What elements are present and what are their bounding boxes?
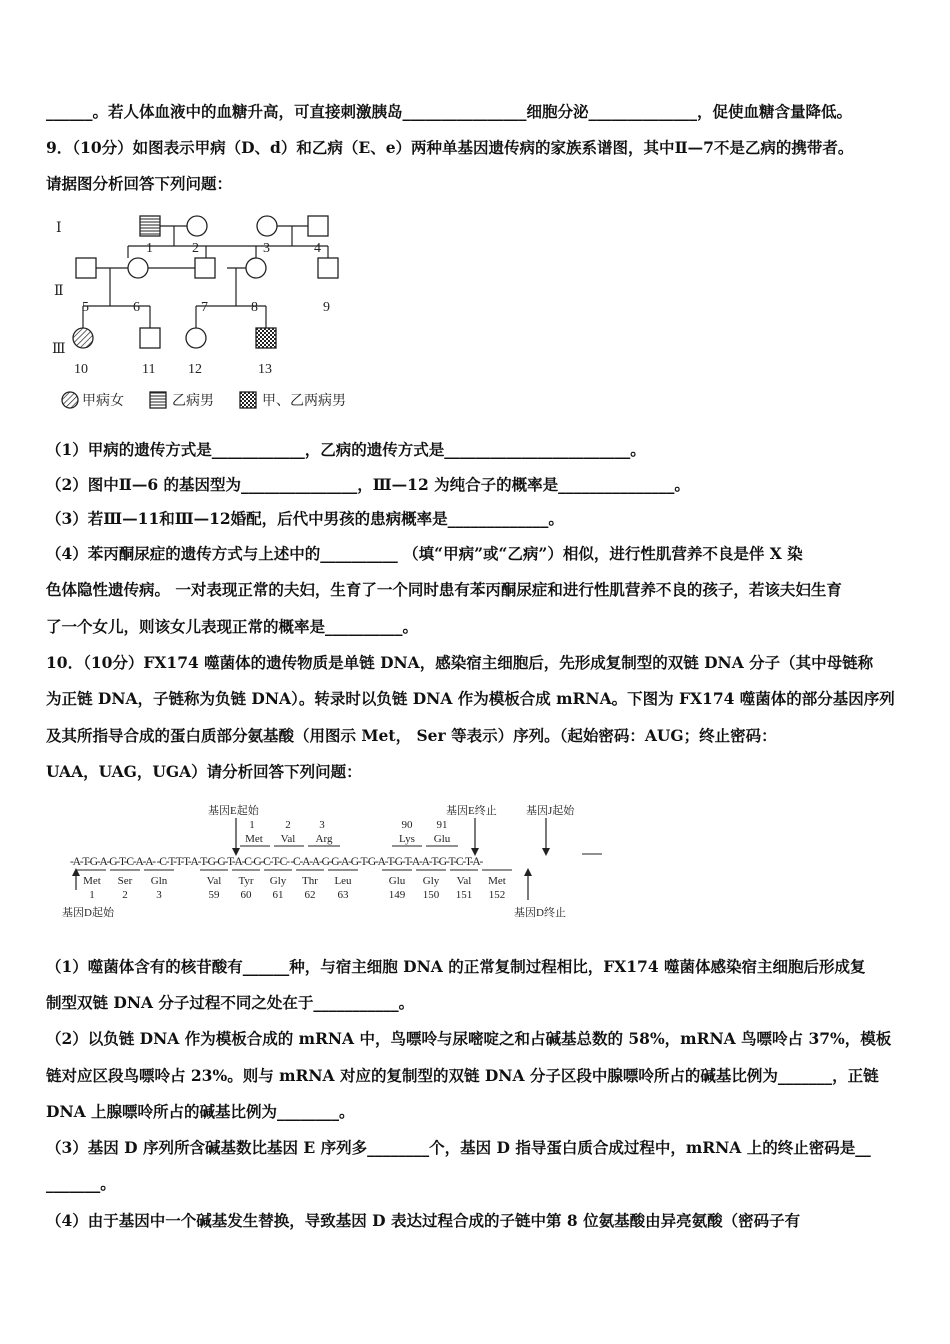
pedigree-num-12: 12 bbox=[188, 362, 202, 377]
top-aa-2: Val bbox=[280, 833, 296, 845]
bottom-aa-150: Gly bbox=[422, 875, 440, 887]
q10-stem-line2: 为正链 DNA，子链称为负链 DNA）。转录时以负链 DNA 作为模板合成 mRNA。下图为 FX174 噬菌体的部分基因序列 bbox=[46, 689, 895, 708]
bottom-aa-num-3: 3 bbox=[156, 889, 162, 901]
bottom-aa-149: Glu bbox=[388, 875, 406, 887]
top-aa-num-2: 2 bbox=[285, 819, 291, 831]
bottom-aa-num-152: 152 bbox=[488, 889, 506, 901]
label-geneD-end: 基因D终止 bbox=[514, 907, 566, 919]
bottom-aa-num-60: 60 bbox=[240, 889, 252, 901]
pedigree-III13-affected-male bbox=[256, 328, 276, 348]
q10-sub1-line2: 制型双链 DNA 分子过程不同之处在于___________。 bbox=[46, 993, 415, 1012]
q9-sub4-line1: （4）苯丙酮尿症的遗传方式与上述中的__________ （填“甲病”或“乙病”）相似，进行性肌营养不良是伴 X 染 bbox=[46, 544, 803, 563]
legend-label-a: 甲病女 bbox=[82, 394, 124, 409]
legend-symbol-a bbox=[62, 392, 78, 408]
bottom-aa-63: Leu bbox=[334, 875, 352, 887]
pedigree-III11-male bbox=[140, 328, 160, 348]
pedigree-num-7: 7 bbox=[201, 300, 208, 315]
pedigree-num-5: 5 bbox=[82, 300, 89, 315]
q10-stem-line3: 及其所指导合成的蛋白质部分氨基酸（用图示 Met， Ser 等表示）序列。（起始密码：AUG；终止密码： bbox=[46, 726, 777, 745]
top-aa-91: Glu bbox=[433, 833, 451, 845]
pedigree-I4-male bbox=[308, 216, 328, 236]
pedigree-num-1: 1 bbox=[146, 241, 153, 256]
q10-sub2-line3: DNA 上腺嘌呤所占的碱基比例为________。 bbox=[46, 1102, 355, 1121]
legend-label-c: 甲、乙两病男 bbox=[262, 394, 346, 409]
bottom-aa-num-149: 149 bbox=[388, 889, 406, 901]
pedigree-num-8: 8 bbox=[251, 300, 258, 315]
pedigree-num-6: 6 bbox=[133, 300, 140, 315]
q10-sub2-line2: 链对应区段鸟嘌呤占 23%。则与 mRNA 对应的复制型的双链 DNA 分子区段中腺嘌呤所占的碱基比例为_______，正链 bbox=[46, 1066, 879, 1085]
pedigree-num-3: 3 bbox=[263, 241, 270, 256]
bottom-aa-num-2: 2 bbox=[122, 889, 128, 901]
q9-sub4-line2: 色体隐性遗传病。 一对表现正常的夫妇，生育了一个同时患有苯丙酮尿症和进行性肌营养不良的孩子，若该夫妇生育 bbox=[46, 580, 842, 599]
bottom-aa-num-61: 61 bbox=[272, 889, 284, 901]
top-aa-num-1: 1 bbox=[249, 819, 255, 831]
top-aa-num-3: 3 bbox=[319, 819, 325, 831]
bottom-aa-2: Ser bbox=[117, 875, 133, 887]
q10-sub1-line1: （1）噬菌体含有的核苷酸有______种，与宿主细胞 DNA 的正常复制过程相比，FX174 噬菌体感染宿主细胞后形成复 bbox=[46, 957, 866, 976]
gen-label-III: Ⅲ bbox=[52, 342, 66, 357]
bottom-aa-num-150: 150 bbox=[422, 889, 440, 901]
pedigree-I2-female bbox=[187, 216, 207, 236]
q9-sub1: （1）甲病的遗传方式是____________，乙病的遗传方式是________________________。 bbox=[46, 440, 646, 459]
q10-sub3-line2: _______。 bbox=[46, 1174, 116, 1193]
label-geneD-start: 基因D起始 bbox=[62, 907, 114, 919]
label-geneJ-start: 基因J起始 bbox=[526, 805, 575, 817]
top-aa-1: Met bbox=[245, 833, 263, 845]
pedigree-II6-female bbox=[128, 258, 148, 278]
pedigree-I1-affected-male bbox=[140, 216, 160, 236]
label-geneE-end: 基因E终止 bbox=[446, 805, 497, 817]
legend-symbol-c bbox=[240, 392, 256, 408]
pedigree-III10-affected-female bbox=[73, 328, 93, 348]
pedigree-II5-male bbox=[76, 258, 96, 278]
pedigree-num-11: 11 bbox=[142, 362, 156, 377]
gene-sequence-diagram bbox=[62, 800, 642, 930]
bottom-aa-num-62: 62 bbox=[304, 889, 316, 901]
legend-symbol-b bbox=[150, 392, 166, 408]
pedigree-II9-male bbox=[318, 258, 338, 278]
q10-sub2-line1: （2）以负链 DNA 作为模板合成的 mRNA 中，鸟嘌呤与尿嘧啶之和占碱基总数的 58%，mRNA 鸟嘌呤占 37%，模板 bbox=[46, 1029, 892, 1048]
q9-sub3: （3）若Ⅲ—11和Ⅲ—12婚配，后代中男孩的患病概率是_____________。 bbox=[46, 509, 564, 528]
gen-label-II: Ⅱ bbox=[54, 284, 64, 299]
q9-stem-line1: 9．（10分）如图表示甲病（D、d）和乙病（E、e）两种单基因遗传病的家族系谱图，其中Ⅱ—7不是乙病的携带者。 bbox=[46, 138, 854, 157]
dna-sequence: -A-T-G-A-G-T-C-A-A- -C-T-T-T-A-T-G-G-T-A-C-G-C-T-C- -C-A-A-G-G-A-G-T-G-A-T-G-T-A-A-T-G-T-C-T-A- bbox=[70, 856, 483, 868]
pedigree-num-4: 4 bbox=[314, 241, 321, 256]
legend-label-b: 乙病男 bbox=[172, 394, 214, 409]
top-aa-90: Lys bbox=[399, 833, 415, 845]
pedigree-III12-female bbox=[186, 328, 206, 348]
pedigree-num-9: 9 bbox=[323, 300, 330, 315]
q9-sub2: （2）图中Ⅱ—6 的基因型为_______________，Ⅲ—12 为纯合子的概率是_______________。 bbox=[46, 475, 690, 494]
gen-label-I: Ⅰ bbox=[56, 221, 62, 236]
bottom-aa-60: Tyr bbox=[238, 875, 254, 887]
q10-stem-line1: 10．（10分）FX174 噬菌体的遗传物质是单链 DNA，感染宿主细胞后，先形成复制型的双链 DNA 分子（其中母链称 bbox=[46, 653, 874, 672]
top-aa-3: Arg bbox=[315, 833, 333, 845]
bottom-aa-num-1: 1 bbox=[89, 889, 95, 901]
bottom-aa-151: Val bbox=[456, 875, 472, 887]
bottom-aa-num-59: 59 bbox=[208, 889, 220, 901]
bottom-aa-59: Val bbox=[206, 875, 222, 887]
q10-sub3-line1: （3）基因 D 序列所含碱基数比基因 E 序列多________个，基因 D 指导蛋白质合成过程中，mRNA 上的终止密码是__ bbox=[46, 1138, 871, 1157]
pedigree-chart bbox=[46, 206, 376, 416]
bottom-aa-62: Thr bbox=[302, 875, 318, 887]
label-geneE-start: 基因E起始 bbox=[208, 805, 259, 817]
bottom-aa-num-63: 63 bbox=[337, 889, 349, 901]
q10-stem-line4: UAA，UAG，UGA）请分析回答下列问题： bbox=[46, 762, 362, 781]
q9-sub4-line3: 了一个女儿，则该女儿表现正常的概率是__________。 bbox=[46, 617, 419, 636]
q10-sub4-line1: （4）由于基因中一个碱基发生替换，导致基因 D 表达过程合成的子链中第 8 位氨基酸由异亮氨酸（密码子有 bbox=[46, 1211, 801, 1230]
pedigree-num-2: 2 bbox=[192, 241, 199, 256]
bottom-aa-1: Met bbox=[83, 875, 101, 887]
top-aa-num-90: 90 bbox=[401, 819, 413, 831]
pedigree-num-13: 13 bbox=[258, 362, 272, 377]
bottom-aa-61: Gly bbox=[269, 875, 287, 887]
bottom-aa-3: Gln bbox=[150, 875, 168, 887]
text-line-0: ______。若人体血液中的血糖升高，可直接刺激胰岛________________细胞分泌______________，促使血糖含量降低。 bbox=[46, 102, 853, 121]
pedigree-II7-male bbox=[195, 258, 215, 278]
pedigree-num-10: 10 bbox=[74, 362, 88, 377]
bottom-aa-152: Met bbox=[488, 875, 506, 887]
q9-stem-line2: 请据图分析回答下列问题： bbox=[46, 174, 233, 193]
bottom-aa-num-151: 151 bbox=[455, 889, 473, 901]
pedigree-II8-female bbox=[246, 258, 266, 278]
pedigree-I3-female bbox=[257, 216, 277, 236]
top-aa-num-91: 91 bbox=[436, 819, 448, 831]
